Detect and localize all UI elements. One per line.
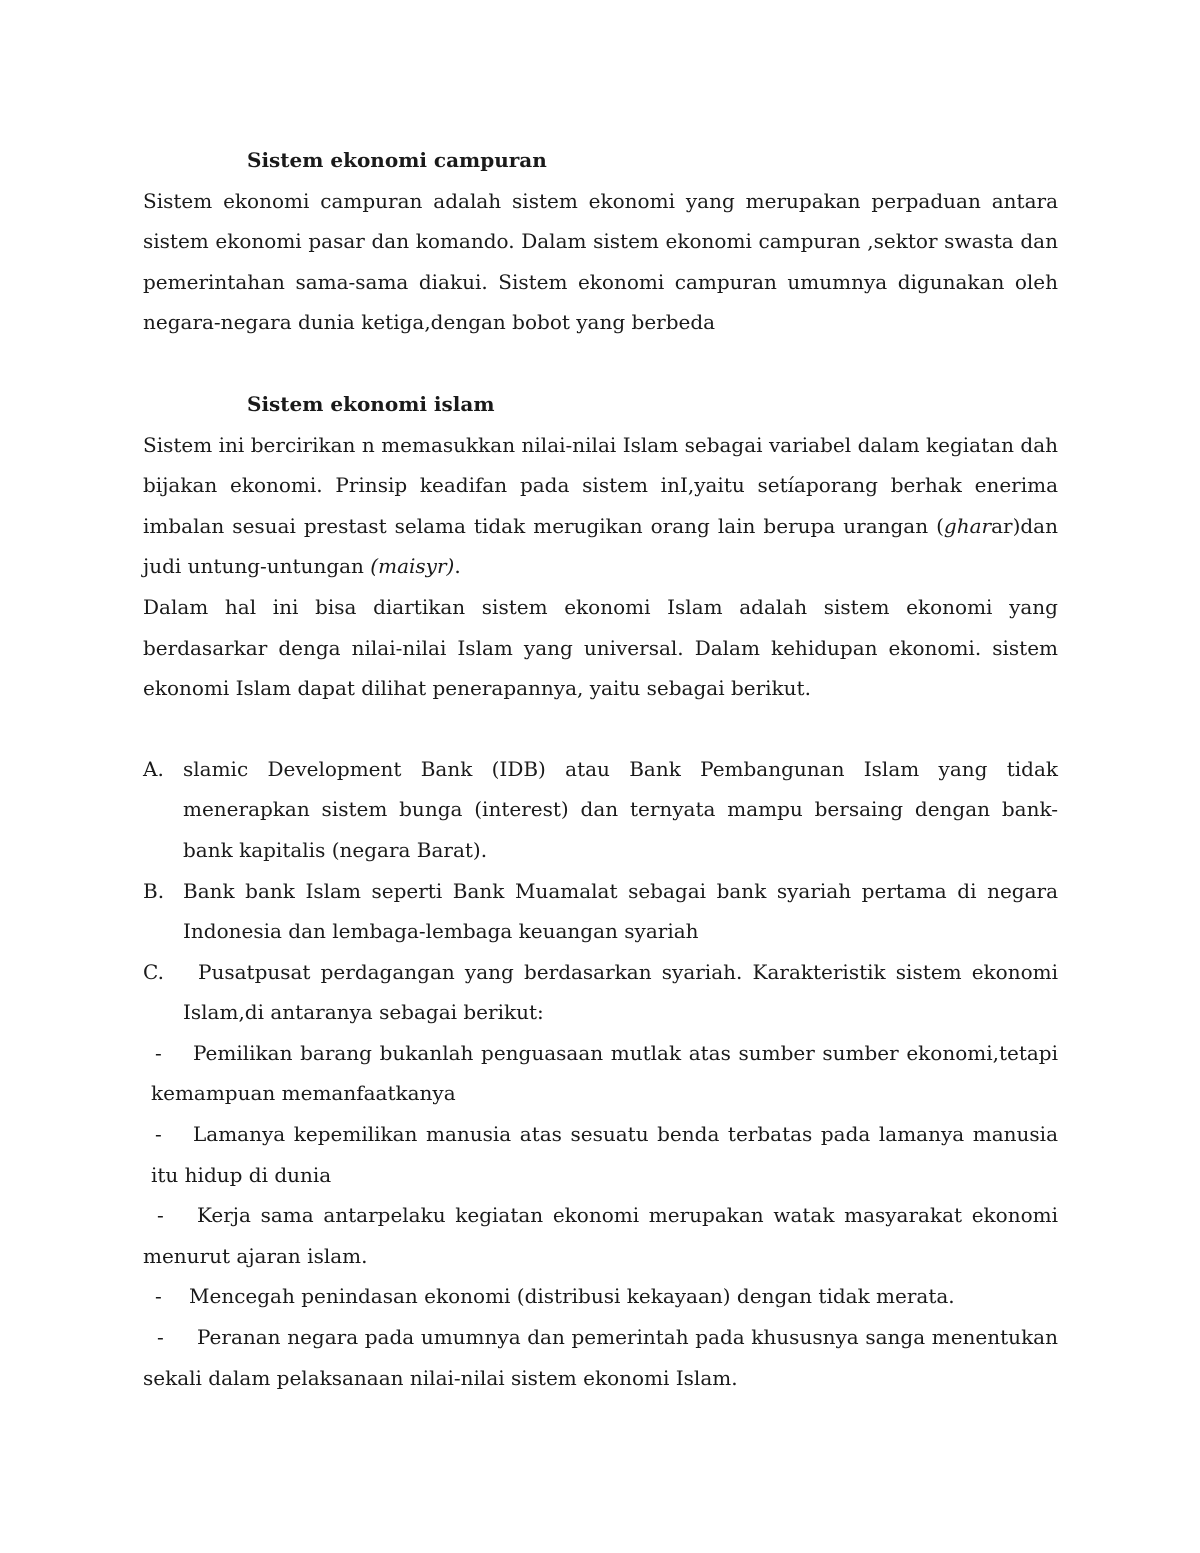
- characteristic-text: Mencegah penindasan ekonomi (distribusi kekayaan) dengan tidak merata.: [189, 1284, 955, 1309]
- list-item-a: [143, 749, 1058, 871]
- characteristic-text: Pemilikan barang bukanlah penguasaan mutlak atas sumber sumber ekonomi,tetapi kemampuan memanfaatkanya: [151, 1040, 1058, 1106]
- dash-marker: -: [157, 1203, 164, 1228]
- characteristic-item: [143, 1317, 1058, 1398]
- characteristic-item: [143, 1276, 1058, 1317]
- characteristic-item: [143, 1033, 1058, 1114]
- list-item-text: Pusatpusat perdagangan yang berdasarkan syariah. Karakteristik sistem ekonomi Islam,di antaranya sebagai berikut:: [183, 959, 1058, 1025]
- characteristic-text: Peranan negara pada umumnya dan pemerintah pada khususnya sanga menentukan sekali dalam pelaksanaan nilai-nilai sistem ekonomi Islam.: [143, 1325, 1058, 1390]
- list-item-c: [143, 952, 1058, 1033]
- list-item-text: slamic Development Bank (IDB) atau Bank Pembangunan Islam yang tidak menerapkan sistem bunga (interest) dan ternyata mampu bersaing dengan bank-bank kapitalis (negara Barat).: [183, 756, 1058, 862]
- list-marker: B.: [143, 878, 165, 903]
- dash-marker: -: [155, 1284, 162, 1309]
- spacer: [143, 343, 1058, 384]
- paragraph-islam-1-part-b: ar)dan judi untung-untungan: [143, 513, 1058, 579]
- paragraph-islam-1-part-c: .: [454, 554, 461, 579]
- paragraph-campuran: Sistem ekonomi campuran adalah sistem ekonomi yang merupakan perpaduan antara sistem ekonomi pasar dan komando. Dalam sistem ekonomi campuran ,sektor swasta dan pemerintahan sama-sama diakui. Sistem ekonomi campuran umumnya digunakan oleh negara-negara dunia ketiga,dengan bobot yang berbeda: [143, 188, 1058, 335]
- document-page: [143, 140, 1058, 1398]
- dash-marker: -: [157, 1325, 164, 1350]
- term-gharar: ghar: [943, 513, 992, 538]
- paragraph-islam-1: [143, 425, 1058, 587]
- list-item-text: Bank bank Islam seperti Bank Muamalat sebagai bank syariah pertama di negara Indonesia dan lembaga-lembaga keuangan syariah: [183, 878, 1058, 944]
- paragraph-islam-1-part-a: Sistem ini bercirikan n memasukkan nilai-nilai Islam sebagai variabel dalam kegiatan dah bijakan ekonomi. Prinsip keadifan pada sistem inI,yaitu setíaporang berhak enerima imbalan sesuai prestast selama tidak merugikan orang lain berupa urangan (: [143, 432, 1058, 538]
- section-heading-campuran: Sistem ekonomi campuran: [247, 148, 547, 172]
- list-marker: C.: [143, 959, 164, 984]
- characteristic-item: [143, 1114, 1058, 1195]
- characteristic-text: Kerja sama antarpelaku kegiatan ekonomi merupakan watak masyarakat ekonomi menurut ajaran islam.: [143, 1203, 1058, 1268]
- list-marker: A.: [143, 756, 164, 781]
- section-heading-islam: Sistem ekonomi islam: [247, 391, 495, 416]
- paragraph-islam-2: Dalam hal ini bisa diartikan sistem ekonomi Islam adalah sistem ekonomi yang berdasarkar denga nilai-nilai Islam yang universal. Dalam kehidupan ekonomi. sistem ekonomi Islam dapat dilihat penerapannya, yaitu sebagai berikut.: [143, 594, 1058, 701]
- spacer: [143, 709, 1058, 749]
- dash-marker: -: [155, 1040, 162, 1065]
- characteristic-text: Lamanya kepemilikan manusia atas sesuatu benda terbatas pada lamanya manusia itu hidup di dunia: [151, 1122, 1058, 1187]
- list-item-b: [143, 871, 1058, 952]
- characteristic-item: [143, 1195, 1058, 1276]
- dash-marker: -: [155, 1122, 162, 1147]
- term-maisyr: (maisyr): [370, 554, 455, 579]
